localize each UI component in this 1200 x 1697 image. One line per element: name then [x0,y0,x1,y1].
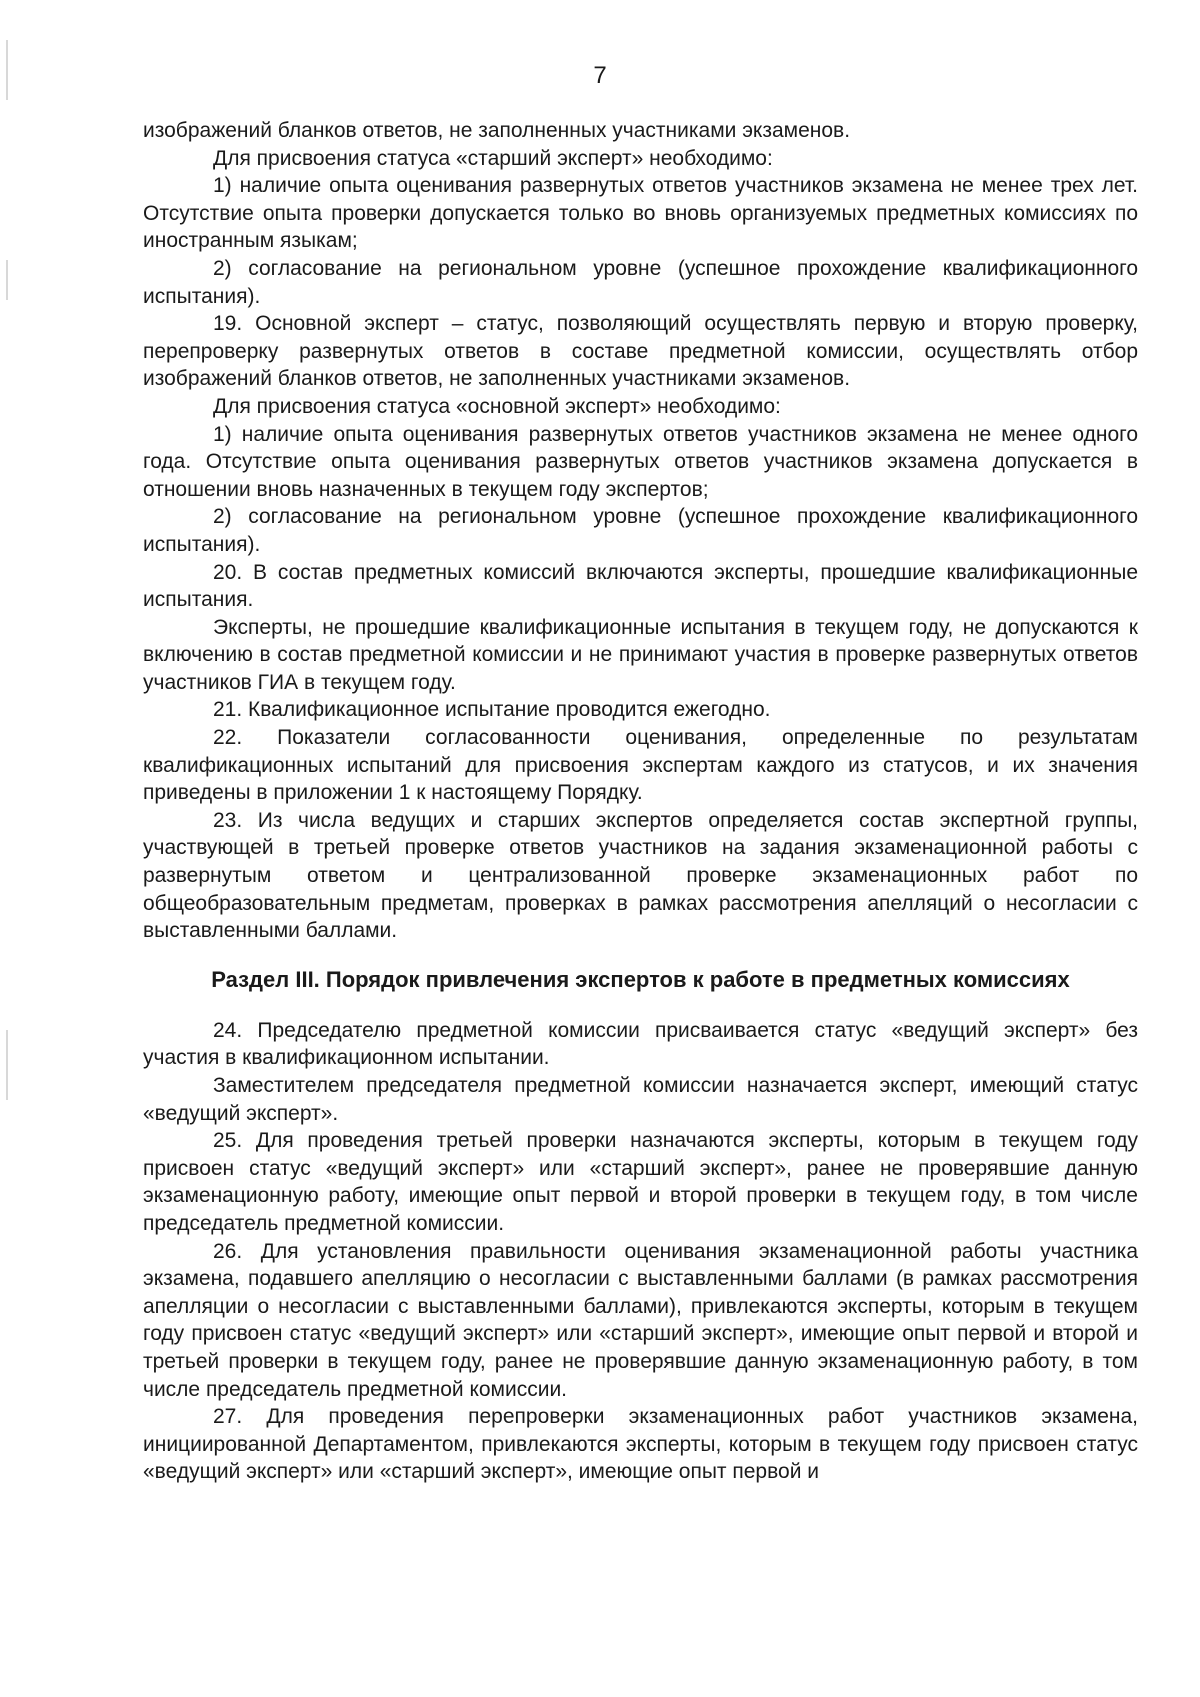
document-body [143,117,1138,1486]
paragraph: 26. Для установления правильности оценивания экзаменационной работы участника экзамена, подавшего апелляцию о несогласии с выставленными баллами (в рамках рассмотрения апелляции о несогласии с выставленными баллами), привлекаются эксперты, которым в текущем году присвоен статус «ведущий эксперт» или «старший эксперт», имеющие опыт первой и второй и третьей проверки в текущем году, ранее не проверявшие данную экзаменационную работу, в том числе председатель предметной комиссии. [143,1239,1138,1401]
paragraph: 1) наличие опыта оценивания развернутых ответов участников экзамена не менее одного года. Отсутствие опыта оценивания развернутых ответов участников экзамена допускается в отношении вновь назначенных в текущем году экспертов; [143,422,1138,501]
paragraph: Для присвоения статуса «старший эксперт» необходимо: [213,146,773,170]
paragraph: 27. Для проведения перепроверки экзаменационных работ участников экзамена, инициированной Департаментом, привлекаются эксперты, которым в текущем году присвоен статус «ведущий эксперт» или «старший эксперт», имеющие опыт первой и [143,1405,1138,1484]
paragraph: Эксперты, не прошедшие квалификационные испытания в текущем году, не допускаются к включению в состав предметной комиссии и не принимают участия в проверке развернутых ответов участников ГИА в текущем году. [143,615,1138,694]
paragraph: 23. Из числа ведущих и старших экспертов определяется состав экспертной группы, участвующей в третьей проверке ответов участников на задания экзаменационной работы с развернутым ответом и централизованной проверке экзаменационных работ по общеобразовательным предметам, проверках в рамках рассмотрения апелляций о несогласии с выставленными баллами. [143,808,1138,943]
paragraph: 2) согласование на региональном уровне (успешное прохождение квалификационного испытания). [143,256,1138,308]
paragraph: 19. Основной эксперт – статус, позволяющий осуществлять первую и вторую проверку, перепроверку развернутых ответов в составе предметной комиссии, осуществлять отбор изображений бланков ответов, не заполненных участниками экзаменов. [143,312,1138,391]
paragraph: 2) согласование на региональном уровне (успешное прохождение квалификационного испытания). [143,505,1138,556]
paragraph: 21. Квалификационное испытание проводится ежегодно. [213,698,771,722]
paragraphs-after-heading [143,1017,1138,1486]
page-number: 7 [593,62,607,89]
paragraph: Для присвоения статуса «основной эксперт» необходимо: [213,394,781,418]
paragraph: 24. Председателю предметной комиссии присваивается статус «ведущий эксперт» без участия в квалификационном испытании. [143,1018,1138,1070]
paragraph: Заместителем председателя предметной комиссии назначается эксперт, имеющий статус «ведущий эксперт». [143,1074,1138,1125]
paragraph: изображений бланков ответов, не заполненных участниками экзаменов. [143,119,851,142]
scan-edge-mark [6,260,8,300]
paragraph: 20. В состав предметных комиссий включаются эксперты, прошедшие квалификационные испытания. [143,560,1138,612]
paragraph: 25. Для проведения третьей проверки назначаются эксперты, которым в текущем году присвоен статус «ведущий эксперт» или «старший эксперт», ранее не проверявшие данную экзаменационную работу, имеющие опыт первой и второй проверки в текущем году, в том числе председатель предметной комиссии. [143,1129,1138,1235]
paragraphs-before-heading [143,117,1138,945]
paragraph: 1) наличие опыта оценивания развернутых ответов участников экзамена не менее трех лет. Отсутствие опыта проверки допускается только во вновь организуемых предметных комиссиях по иностранным языкам; [143,174,1138,253]
scan-edge-mark [6,1030,8,1100]
paragraph: 22. Показатели согласованности оценивания, определенные по результатам квалификационных испытаний для присвоения экспертам каждого из статусов, и их значения приведены в приложении 1 к настоящему Порядку. [143,726,1138,805]
section-heading: Раздел III. Порядок привлечения экспертов к работе в предметных комиссиях [211,966,1070,992]
